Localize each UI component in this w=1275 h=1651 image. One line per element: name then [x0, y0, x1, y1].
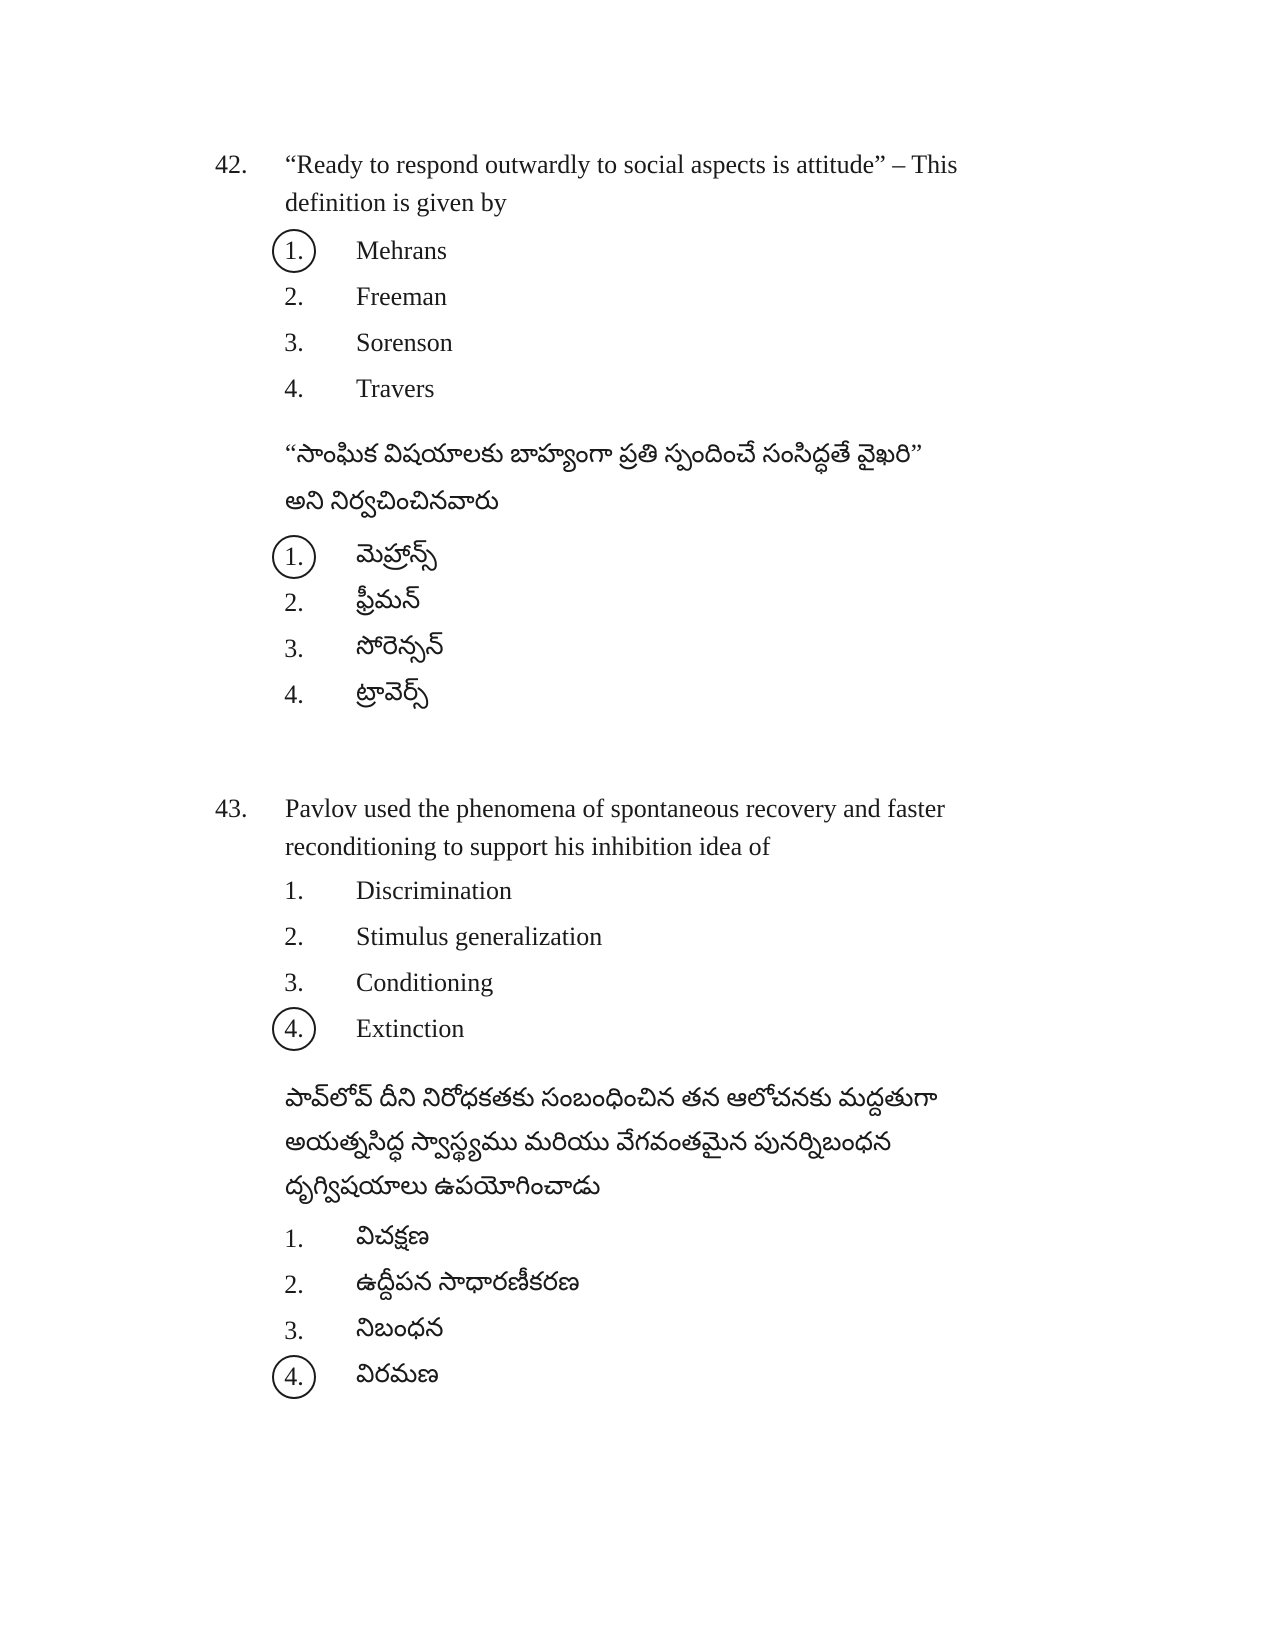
option-label: నిబంధన: [356, 1313, 444, 1342]
option-row: [272, 1262, 1075, 1308]
option-number: 2.: [284, 922, 304, 951]
option-label: Conditioning: [356, 968, 494, 997]
option-label: సోరెన్సన్: [356, 631, 444, 660]
option-label: మెహ్రాన్స్: [356, 539, 437, 568]
option-label: Sorenson: [356, 328, 453, 357]
option-row: [272, 1216, 1075, 1262]
option-row: [272, 1308, 1075, 1354]
option-number: 1.: [284, 1224, 304, 1253]
question-42-block: [215, 146, 1075, 718]
option-label: ఉద్దీపన సాధారణీకరణ: [356, 1267, 580, 1296]
option-label: Travers: [356, 374, 435, 403]
option-number: 4.: [284, 374, 304, 403]
option-row: [272, 366, 1075, 412]
option-label: విరమణ: [356, 1359, 439, 1388]
option-label: Stimulus generalization: [356, 922, 603, 951]
question-42-header: [215, 146, 1075, 222]
option-number: 3.: [284, 328, 304, 357]
option-row: [272, 534, 1075, 580]
option-label: ట్రావెర్స్: [356, 677, 429, 706]
question-43-options-english: [272, 868, 1075, 1052]
question-text-english: Pavlov used the phenomena of spontaneous recovery and faster reconditioning to support his inhibition idea of: [285, 794, 945, 861]
question-text-telugu: “సాంఘిక విషయాలకు బాహ్యంగా ప్రతి స్పందించే సంసిద్ధతే వైఖరి” అని నిర్వచించినవారు: [285, 439, 923, 515]
option-row: [272, 960, 1075, 1006]
option-number: 2.: [284, 1270, 304, 1299]
option-number-circled: 4.: [272, 1355, 316, 1399]
option-number: 4.: [284, 680, 304, 709]
option-row: [272, 320, 1075, 366]
question-text-english: “Ready to respond outwardly to social aspects is attitude” – This definition is given by: [285, 150, 958, 217]
question-42-options-telugu: [272, 534, 1075, 718]
question-text-telugu: పావ్‌లోవ్ దీని నిరోధకతకు సంబంధించిన తన ఆలోచనకు మద్దతుగా అయత్నసిద్ధ స్వాస్థ్యము మరియు వేగవంతమైన పునర్నిబంధన దృగ్విషయాలు ఉపయోగించాడు: [285, 1083, 938, 1200]
option-row: [272, 274, 1075, 320]
option-row: [272, 914, 1075, 960]
option-row: [272, 228, 1075, 274]
option-label: Mehrans: [356, 236, 447, 265]
question-43-options-telugu: [272, 1216, 1075, 1400]
option-row: [272, 868, 1075, 914]
option-label: Freeman: [356, 282, 447, 311]
option-label: Extinction: [356, 1014, 465, 1043]
option-row: [272, 1354, 1075, 1400]
option-number-circled: 1.: [272, 535, 316, 579]
option-number: 3.: [284, 634, 304, 663]
question-43-block: [215, 790, 1075, 1400]
option-number: 3.: [284, 1316, 304, 1345]
option-number-circled: 1.: [272, 229, 316, 273]
option-row: [272, 626, 1075, 672]
option-number: 2.: [284, 588, 304, 617]
question-42-options-english: [272, 228, 1075, 412]
option-number-circled: 4.: [272, 1007, 316, 1051]
option-row: [272, 1006, 1075, 1052]
question-43-header: [215, 790, 1075, 866]
option-row: [272, 672, 1075, 718]
option-number: 1.: [284, 876, 304, 905]
question-number: 42.: [215, 150, 248, 179]
option-number: 3.: [284, 968, 304, 997]
option-label: ఫ్రీమన్: [356, 585, 421, 614]
option-label: Discrimination: [356, 876, 512, 905]
option-row: [272, 580, 1075, 626]
option-number: 2.: [284, 282, 304, 311]
question-number: 43.: [215, 794, 248, 823]
option-label: విచక్షణ: [356, 1221, 430, 1250]
